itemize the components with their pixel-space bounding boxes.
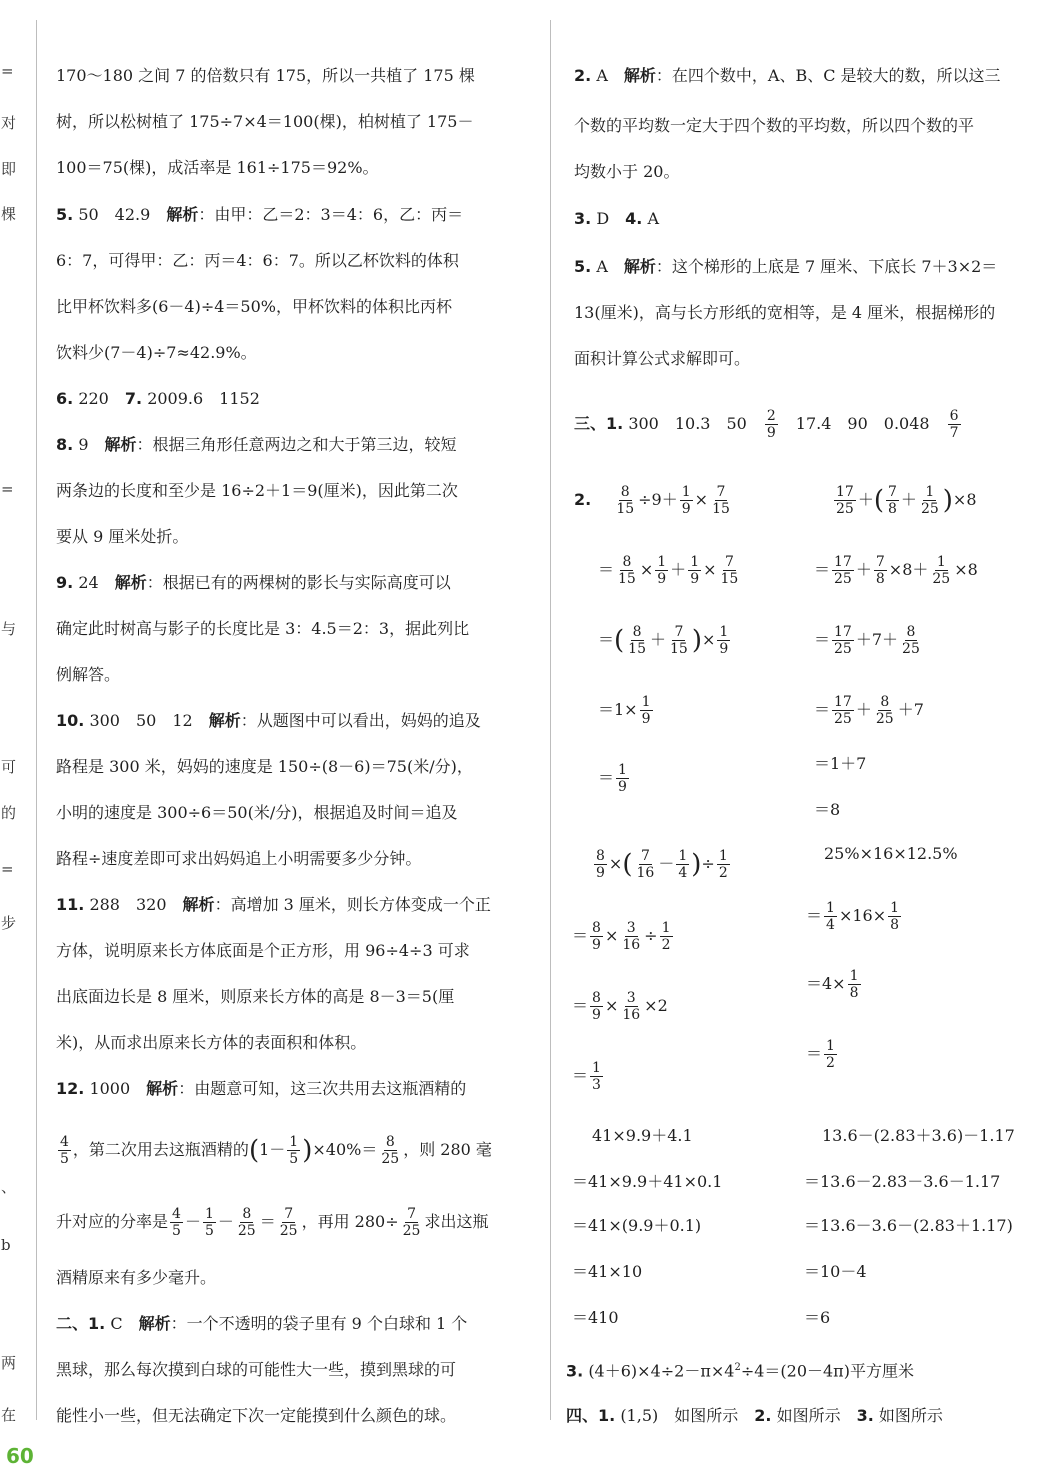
fraction: $\frac{1}{2}$ <box>718 848 728 881</box>
fraction: $\frac{8}{25}$ <box>237 1206 256 1239</box>
fraction: $\frac{17}{25}$ <box>836 484 854 517</box>
question-number: 9. <box>56 573 74 592</box>
text-line: 要从 9 厘米处折。 <box>56 527 189 546</box>
fraction: $\frac{1}{9}$ <box>719 624 729 657</box>
question-number: 四、1. <box>566 1406 616 1425</box>
edge-char: 两 <box>1 1354 17 1372</box>
question-number: 3. <box>856 1406 874 1425</box>
answer-11 <box>56 893 491 917</box>
page-number: 60 <box>6 1444 34 1468</box>
fraction: $\frac{1}{4}$ <box>826 900 835 933</box>
calc-step: ＝ $\frac{8}{15}$ × $\frac{1}{9}$ ＋ $\frac{1}{9}$ × $\frac{7}{15}$ <box>598 554 739 587</box>
answer-8 <box>56 433 457 457</box>
fraction: $\frac{7}{8}$ <box>888 484 897 517</box>
answer-10 <box>56 709 481 733</box>
fraction: $\frac{1}{9}$ <box>641 694 651 727</box>
text-line: 面积计算公式求解即可。 <box>574 349 751 368</box>
calc-step: ＝8 <box>814 800 841 819</box>
text-line: 比甲杯饮料多(6－4)÷4＝50%，甲杯饮料的体积比丙杯 <box>56 297 452 316</box>
fraction: $\frac{7}{15}$ <box>712 484 730 517</box>
edge-char: 对 <box>1 114 17 132</box>
fraction: $\frac{1}{8}$ <box>849 968 859 1001</box>
calc-step: ＝ $\frac{1}{9}$ <box>598 762 627 795</box>
question-number: 2. <box>574 490 592 509</box>
fraction: $\frac{8}{25}$ <box>902 624 920 657</box>
answer-value: C <box>110 1314 123 1333</box>
answer-value: 50 42.9 <box>78 205 151 224</box>
fraction: $\frac{2}{9}$ <box>766 408 776 441</box>
answer-12 <box>56 1077 466 1101</box>
calc-step: 2. $\frac{8}{15}$ ÷9＋ $\frac{1}{9}$ × $\frac{7}{15}$ <box>574 484 730 517</box>
fraction: $\frac{1}{9}$ <box>690 554 700 587</box>
fraction: $\frac{7}{16}$ <box>636 848 655 881</box>
text-line: 小明的速度是 300÷6＝50(米/分)，根据追及时间＝追及 <box>56 803 458 822</box>
edge-char: 步 <box>1 914 17 932</box>
question-number: 8. <box>56 435 74 454</box>
question-number: 10. <box>56 711 85 730</box>
question-number: 11. <box>56 895 85 914</box>
text-line: 6：7，可得甲：乙：丙＝4：6：7。所以乙杯饮料的体积 <box>56 251 459 270</box>
text-line: 树，所以松树植了 175÷7×4＝100(棵)，柏树植了 175－ <box>56 112 474 131</box>
answer-value: 288 320 <box>89 895 167 914</box>
calc-step: ＝13.6－2.83－3.6－1.17 <box>804 1172 1001 1191</box>
calc-step: ＝410 <box>572 1308 619 1327</box>
calc-step: $\frac{8}{9}$ ×( $\frac{7}{16}$ － $\frac{1}{4}$ )÷ $\frac{1}{2}$ <box>596 848 728 881</box>
edge-char: 可 <box>1 758 17 776</box>
calc-step: 13.6－(2.83＋3.6)－1.17 <box>822 1126 1015 1145</box>
fraction: $\frac{1}{25}$ <box>920 484 939 517</box>
edge-char: 在 <box>1 1406 17 1424</box>
formula-line: 升对应的分率是 $\frac{4}{5}$ － $\frac{1}{5}$ － $\frac{8}{25}$ ＝ $\frac{7}{25}$ ，再用 280÷ $\frac{7}{25}$ 求出这瓶 <box>56 1206 489 1239</box>
fraction: $\frac{7}{15}$ <box>720 554 739 587</box>
calc-step: ＝41×(9.9＋0.1) <box>572 1216 702 1235</box>
calc-step: 25%×16×12.5% <box>824 844 958 863</box>
calc-step: ＝13.6－3.6－(2.83＋1.17) <box>804 1216 1013 1235</box>
fraction: $\frac{8}{9}$ <box>592 920 601 953</box>
edge-char: 的 <box>1 804 17 822</box>
text-line: 方体，说明原来长方体底面是个正方形，用 96÷4÷3 可求 <box>56 941 470 960</box>
answer-value: 24 <box>78 573 99 592</box>
question-number: 5. <box>574 257 592 276</box>
calc-step: ＝1＋7 <box>814 754 867 773</box>
text-line: 170～180 之间 7 的倍数只有 175，所以一共植了 175 棵 <box>56 66 475 85</box>
fraction: $\frac{8}{15}$ <box>618 554 636 587</box>
calc-step: ＝ $\frac{8}{9}$ × $\frac{3}{16}$ ÷ $\frac{1}{2}$ <box>572 920 671 953</box>
analysis-label: 解析 <box>166 205 199 224</box>
question-number: 4. <box>625 209 643 228</box>
analysis-label: 解析 <box>104 435 137 454</box>
answer-value: 300 50 12 <box>89 711 193 730</box>
analysis-label: 解析 <box>146 1079 179 1098</box>
fraction: $\frac{1}{9}$ <box>618 762 627 795</box>
column-rule-middle <box>550 20 551 1420</box>
text-line: 米)，从而求出原来长方体的表面积和体积。 <box>56 1033 367 1052</box>
analysis-label: 解析 <box>623 66 656 85</box>
analysis-text: ：在四个数中，A、B、C 是较大的数，所以这三 <box>655 66 1001 85</box>
previous-page-edge <box>0 0 22 1476</box>
edge-char: 、 <box>1 1178 17 1196</box>
analysis-label: 解析 <box>182 895 215 914</box>
fraction: $\frac{1}{9}$ <box>681 484 691 517</box>
fraction: $\frac{1}{4}$ <box>678 848 688 881</box>
analysis-text: ：这个梯形的上底是 7 厘米、下底长 7＋3×2＝ <box>655 257 998 276</box>
calc-step: ＝ $\frac{8}{9}$ × $\frac{3}{16}$ ×2 <box>572 990 668 1023</box>
answer-value: 2009.6 1152 <box>147 389 260 408</box>
text-line: 个数的平均数一定大于四个数的平均数，所以四个数的平 <box>574 116 975 135</box>
fraction: $\frac{8}{9}$ <box>592 990 601 1023</box>
question-number: 3. <box>574 209 592 228</box>
formula-line: $\frac{4}{5}$ ，第二次用去这瓶酒精的(1－ $\frac{1}{5}$ )×40%＝ $\frac{8}{25}$ ，则 280 毫 <box>60 1134 492 1167</box>
analysis-text: ：一个不透明的袋子里有 9 个白球和 1 个 <box>170 1314 468 1333</box>
fraction: $\frac{1}{25}$ <box>932 554 951 587</box>
calc-step: ＝ $\frac{17}{25}$ ＋7＋ $\frac{8}{25}$ <box>814 624 920 657</box>
text-line: 确定此时树高与影子的长度比是 3：4.5＝2：3，据此列比 <box>56 619 470 638</box>
question-number: 2. <box>574 66 592 85</box>
analysis-text: ：由题意可知，这三次共用去这瓶酒精的 <box>178 1079 467 1098</box>
answer-value: D <box>596 209 610 228</box>
text-line: 酒精原来有多少毫升。 <box>56 1268 217 1287</box>
calc-step: ＝1× $\frac{1}{9}$ <box>598 694 651 727</box>
answer-value: 220 <box>78 389 109 408</box>
text-line: 100＝75(棵)，成活率是 161÷175＝92%。 <box>56 158 379 177</box>
section-two-answer-1 <box>56 1312 467 1336</box>
fraction: $\frac{8}{15}$ <box>616 484 635 517</box>
text-line: 能性小一些，但无法确定下次一定能摸到什么颜色的球。 <box>56 1406 457 1425</box>
section-three-answer-1 <box>574 408 963 441</box>
answer-r3-r4 <box>574 207 659 231</box>
analysis-text: ：高增加 3 厘米，则长方体变成一个正 <box>214 895 491 914</box>
analysis-label: 解析 <box>114 573 147 592</box>
edge-char: 即 <box>1 160 17 178</box>
answer-9 <box>56 571 451 595</box>
text-line: 路程÷速度差即可求出妈妈追上小明需要多少分钟。 <box>56 849 422 868</box>
fraction: $\frac{1}{8}$ <box>890 900 900 933</box>
fraction: $\frac{8}{9}$ <box>596 848 605 881</box>
edge-char: = <box>1 480 14 498</box>
answer-value: A <box>596 66 608 85</box>
text-line: 均数小于 20。 <box>574 162 680 181</box>
fraction: $\frac{7}{25}$ <box>402 1206 421 1239</box>
calc-step: ＝10－4 <box>804 1262 867 1281</box>
fraction: $\frac{17}{25}$ <box>834 624 852 657</box>
fraction: $\frac{4}{5}$ <box>172 1206 181 1239</box>
calc-step: ＝ $\frac{1}{3}$ <box>572 1060 601 1093</box>
calc-step: ＝ $\frac{1}{4}$ ×16× $\frac{1}{8}$ <box>806 900 900 933</box>
answer-value: 17.4 90 0.048 <box>795 414 930 433</box>
text-line: 出底面边长是 8 厘米，则原来长方体的高是 8－3＝5(厘 <box>56 987 455 1006</box>
fraction: $\frac{7}{25}$ <box>279 1206 298 1239</box>
edge-char: = <box>1 860 14 878</box>
fraction: $\frac{8}{25}$ <box>381 1134 400 1167</box>
question-number: 12. <box>56 1079 85 1098</box>
calc-step: ＝6 <box>804 1308 831 1327</box>
fraction: $\frac{1}{2}$ <box>661 920 671 953</box>
question-number: 三、1. <box>574 414 624 433</box>
text-line: 两条边的长度和至少是 16÷2＋1＝9(厘米)，因此第二次 <box>56 481 458 500</box>
answer-r2 <box>574 64 1001 88</box>
fraction: $\frac{3}{16}$ <box>622 990 641 1023</box>
analysis-label: 解析 <box>208 711 241 730</box>
analysis-label: 解析 <box>138 1314 171 1333</box>
section-four-answers: 四、1. (1,5) 如图所示 2. 如图所示 3. 如图所示 <box>566 1406 943 1425</box>
analysis-text: ：由甲：乙＝2：3＝4：6，乙：丙＝ <box>198 205 464 224</box>
fraction: $\frac{17}{25}$ <box>834 554 852 587</box>
edge-char: = <box>1 62 14 80</box>
answer-value: 300 10.3 50 <box>628 414 747 433</box>
fraction: $\frac{1}{5}$ <box>289 1134 299 1167</box>
text-line: 黑球，那么每次摸到白球的可能性大一些，摸到黑球的可 <box>56 1360 457 1379</box>
column-rule-left <box>36 20 37 1420</box>
question-number: 3. <box>566 1361 584 1381</box>
fraction: $\frac{1}{2}$ <box>826 1038 835 1071</box>
edge-char: 与 <box>1 620 17 638</box>
answer-value: 9 <box>78 435 89 454</box>
analysis-label: 解析 <box>623 257 656 276</box>
calc-step: 41×9.9＋4.1 <box>592 1126 693 1145</box>
fraction: $\frac{1}{3}$ <box>592 1060 601 1093</box>
calc-step: $\frac{17}{25}$ ＋( $\frac{7}{8}$ ＋ $\frac{1}{25}$ )×8 <box>836 484 977 517</box>
fraction: $\frac{3}{16}$ <box>622 920 641 953</box>
fraction: $\frac{7}{8}$ <box>875 554 885 587</box>
calc-step: ＝ $\frac{17}{25}$ ＋ $\frac{8}{25}$ ＋7 <box>814 694 924 727</box>
answer-5 <box>56 203 463 227</box>
text-line: 例解答。 <box>56 665 121 684</box>
answer-value: A <box>596 257 608 276</box>
fraction: $\frac{8}{15}$ <box>628 624 646 657</box>
fraction: $\frac{6}{7}$ <box>949 408 959 441</box>
calc-step: ＝41×10 <box>572 1262 643 1281</box>
question-number: 二、1. <box>56 1314 106 1333</box>
calc-step: ＝41×9.9＋41×0.1 <box>572 1172 723 1191</box>
question-number: 5. <box>56 205 74 224</box>
text-line: 13(厘米)，高与长方形纸的宽相等，是 4 厘米，根据梯形的 <box>574 303 996 322</box>
answer-value: 1000 <box>89 1079 131 1098</box>
fraction: $\frac{4}{5}$ <box>60 1134 69 1167</box>
question-number: 2. <box>754 1406 772 1425</box>
calc-step: ＝4× $\frac{1}{8}$ <box>806 968 859 1001</box>
question-number: 7. <box>124 389 143 408</box>
fraction: $\frac{7}{15}$ <box>670 624 688 657</box>
calc-step: ＝( $\frac{8}{15}$ ＋ $\frac{7}{15}$ )× $\frac{1}{9}$ <box>598 624 729 657</box>
edge-char: b <box>1 1236 11 1254</box>
question-number: 6. <box>56 389 74 408</box>
fraction: $\frac{8}{25}$ <box>875 694 894 727</box>
text-line: 路程是 300 米，妈妈的速度是 150÷(8－6)＝75(米/分)， <box>56 757 473 776</box>
answer-value: A <box>647 209 660 228</box>
edge-char: 棵 <box>1 205 17 223</box>
text-line: 饮料少(7－4)÷7≈42.9%。 <box>56 343 257 362</box>
analysis-text: ：根据已有的两棵树的影长与实际高度可以 <box>146 573 451 592</box>
answer-6-7 <box>56 387 260 411</box>
calc-step: ＝ $\frac{1}{2}$ <box>806 1038 835 1071</box>
analysis-text: ：从题图中可以看出，妈妈的追及 <box>240 711 481 730</box>
fraction: $\frac{17}{25}$ <box>834 694 852 727</box>
analysis-text: ：根据三角形任意两边之和大于第三边，较短 <box>136 435 457 454</box>
fraction: $\frac{1}{5}$ <box>204 1206 214 1239</box>
answer-area-question: 3. $(4+6)\times 4\div 2-\pi\times 4^2\div 4=(20-4\pi)$平方厘米 <box>566 1361 914 1381</box>
fraction: $\frac{1}{9}$ <box>657 554 667 587</box>
answer-r5 <box>574 255 997 279</box>
calc-step: ＝ $\frac{17}{25}$ ＋ $\frac{7}{8}$ ×8＋ $\frac{1}{25}$ ×8 <box>814 554 978 587</box>
